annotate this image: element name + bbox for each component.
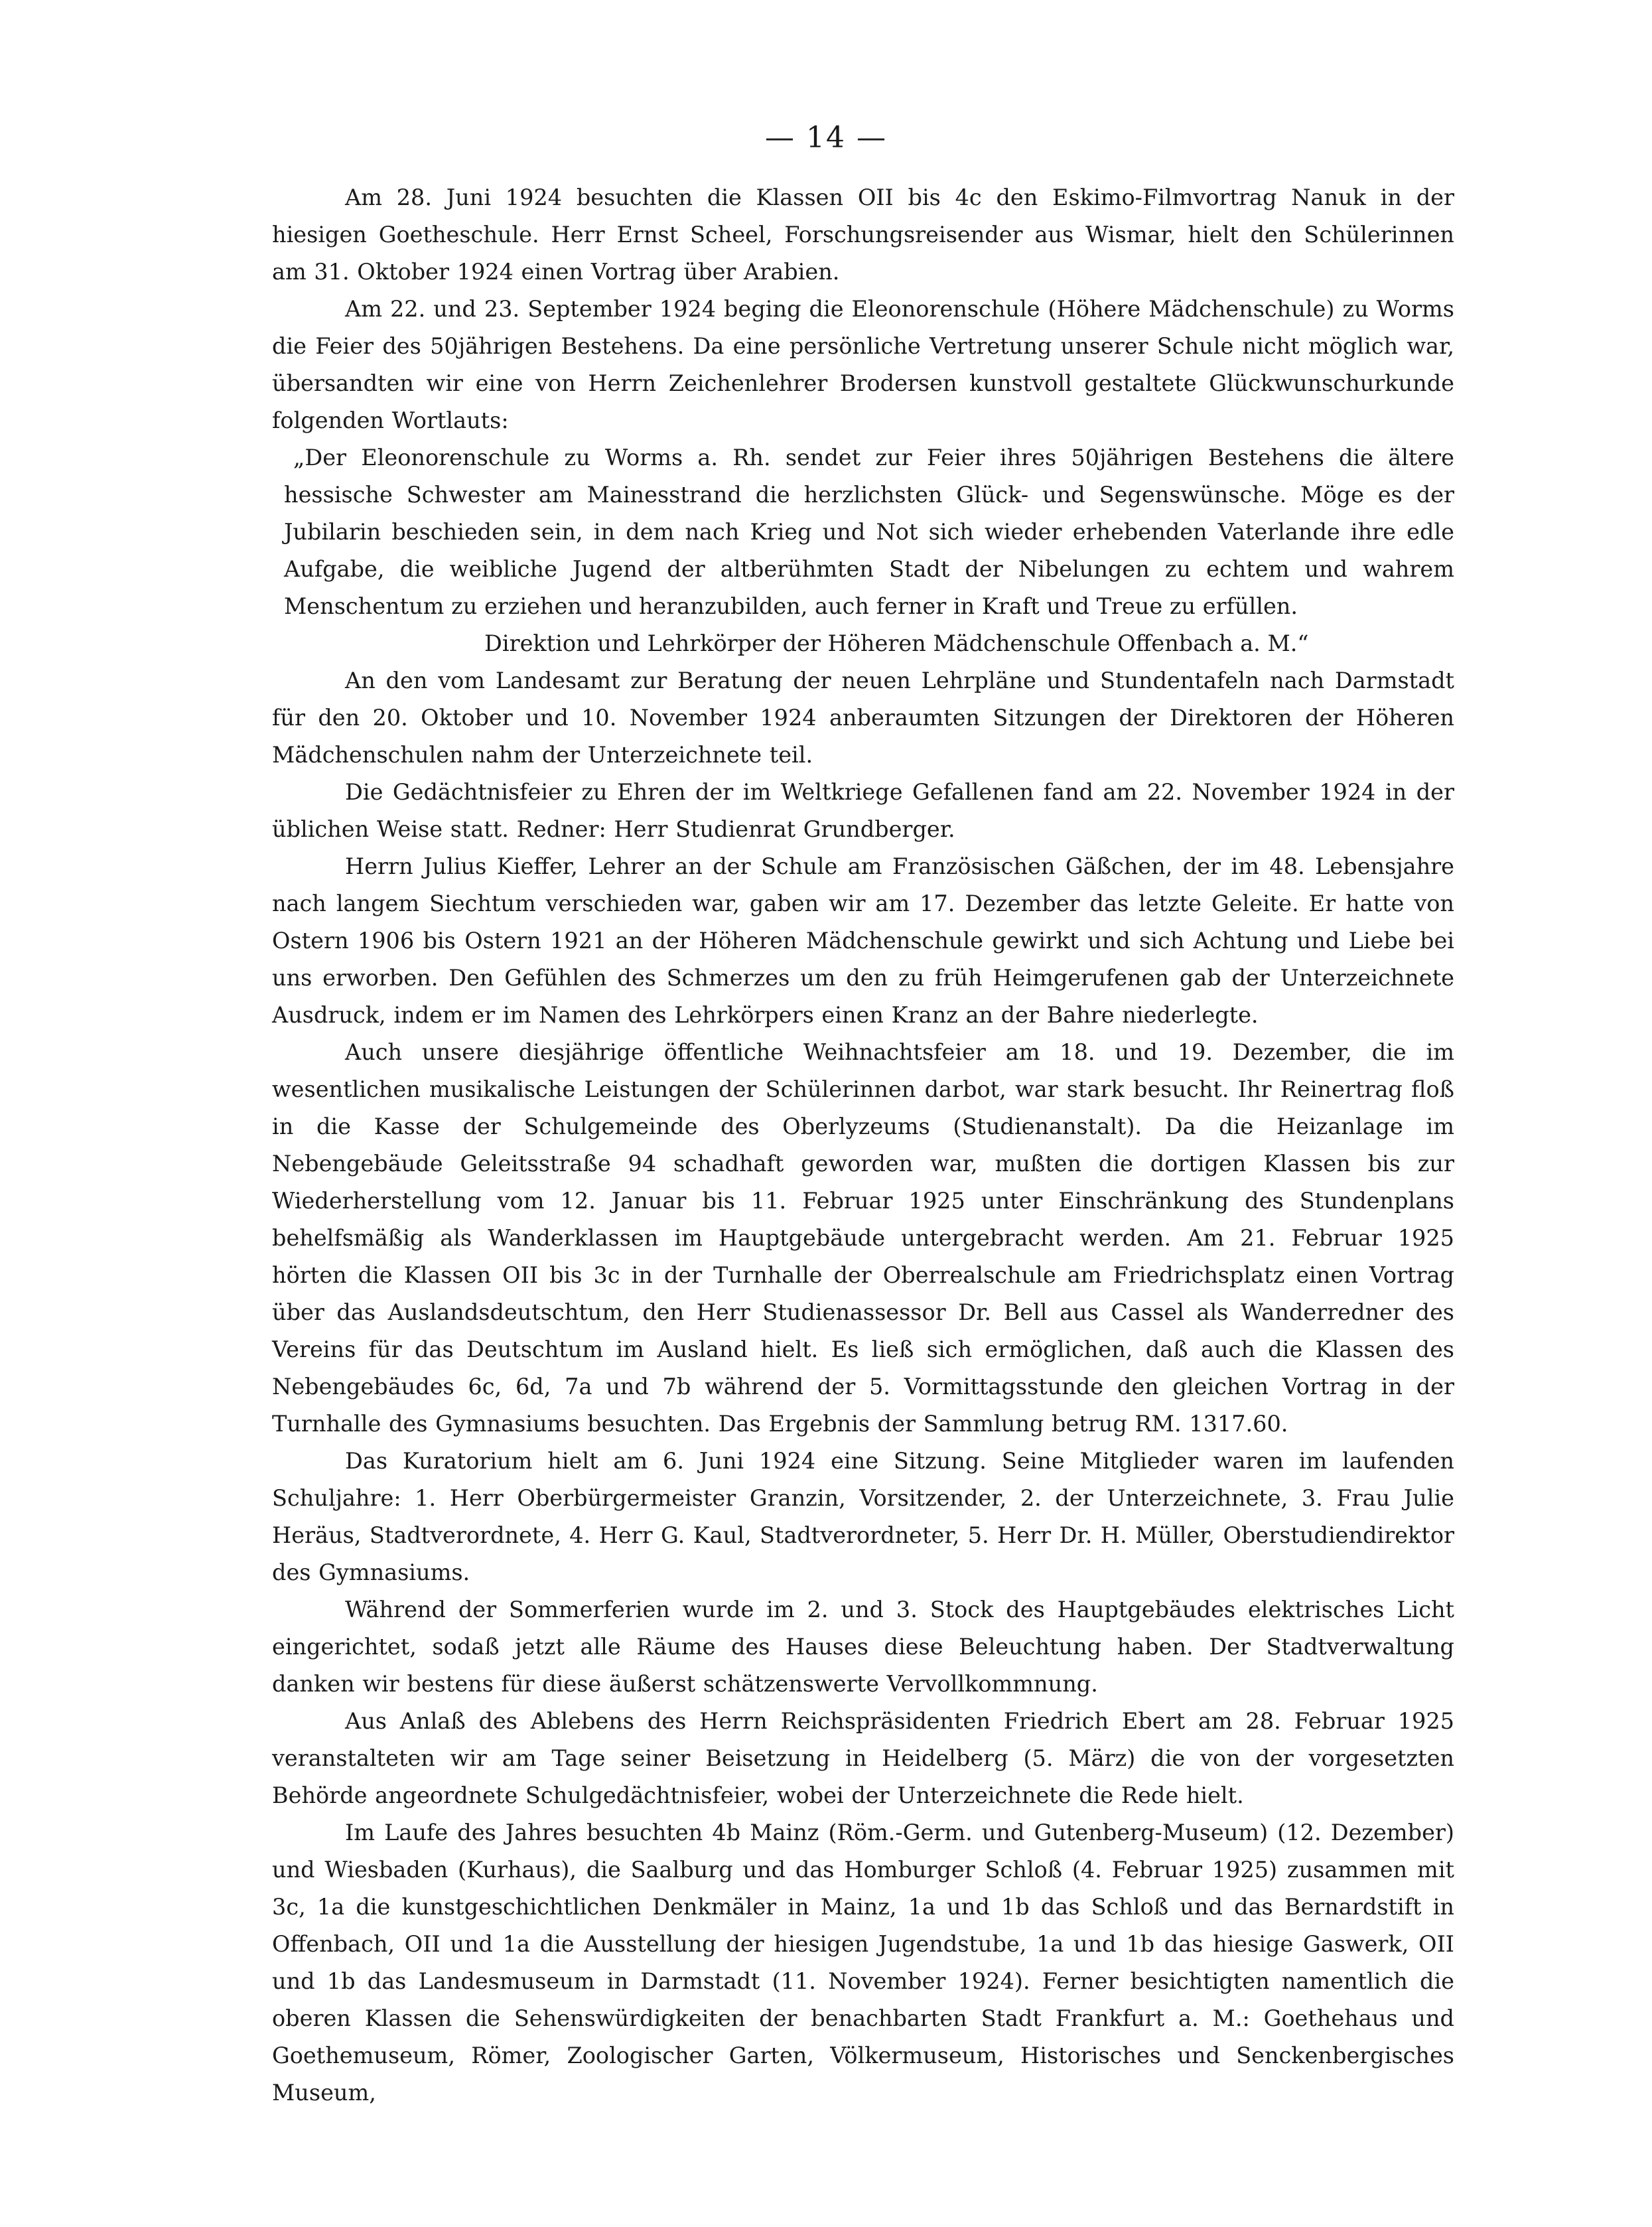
paragraph-gedaechtnisfeier: Die Gedächtnisfeier zu Ehren der im Weltkriege Gefallenen fand am 22. November 1924 in der üblichen Weise statt. Redner: Herr Studienrat Grundberger. <box>272 779 1454 842</box>
paragraph-kuratorium: Das Kuratorium hielt am 6. Juni 1924 eine Sitzung. Seine Mitglieder waren im laufenden Schuljahre: 1. Herr Oberbürgermeister Granzin, Vorsitzender, 2. der Unterzeichnete, 3. Frau Julie Heräus, Stadtverordnete, 4. Herr G. Kaul, Stadtverordneter, 5. Herr Dr. H. Müller, Oberstudiendirektor des Gymnasiums. <box>272 1448 1454 1585</box>
paragraph-elektrisches-licht: Während der Sommerferien wurde im 2. und 3. Stock des Hauptgebäudes elektrisches Licht eingerichtet, sodaß jetzt alle Räume des Hauses diese Beleuchtung haben. Der Stadtverwaltung danken wir bestens für diese äußerst schätzenswerte Vervollkommnung. <box>272 1597 1454 1697</box>
paragraph-kieffer: Herrn Julius Kieffer, Lehrer an der Schule am Französischen Gäßchen, der im 48. Lebensjahre nach langem Siechtum verschieden war, gaben wir am 17. Dezember das letzte Geleite. Er hatte von Ostern 1906 bis Ostern 1921 an der Höheren Mädchenschule gewirkt und sich Achtung und Liebe bei uns erworben. Den Gefühlen des Schmerzes um den zu früh Heimgerufenen gab der Unterzeichnete Ausdruck, indem er im Namen des Lehrkörpers einen Kranz an der Bahre niederlegte. <box>272 853 1454 1028</box>
text-body <box>272 179 1454 2112</box>
page-number: — 14 — <box>765 121 887 155</box>
paragraph-eleonorenschule: Am 22. und 23. September 1924 beging die Eleonorenschule (Höhere Mädchenschule) zu Worms die Feier des 50jährigen Bestehens. Da eine persönliche Vertretung unserer Schule nicht möglich war, übersandten wir eine von Herrn Zeichenlehrer Brodersen kunstvoll gestaltete Glückwunschurkunde folgenden Wortlauts: <box>272 296 1454 433</box>
paragraph-landesamt: An den vom Landesamt zur Beratung der neuen Lehrpläne und Stundentafeln nach Darmstadt für den 20. Oktober und 10. November 1924 anberaumten Sitzungen der Direktoren der Höheren Mädchenschulen nahm der Unterzeichnete teil. <box>272 668 1454 768</box>
paragraph-ebert: Aus Anlaß des Ablebens des Herrn Reichspräsidenten Friedrich Ebert am 28. Februar 1925 veranstalteten wir am Tage seiner Beisetzung in Heidelberg (5. März) die von der vorgesetzten Behörde angeordnete Schulgedächtnisfeier, wobei der Unterzeichnete die Rede hielt. <box>272 1708 1454 1808</box>
block-quote-urkunde: „Der Eleonorenschule zu Worms a. Rh. sendet zur Feier ihres 50jährigen Bestehens die ältere hessische Schwester am Mainesstrand die herzlichsten Glück- und Segenswünsche. Möge es der Jubilarin beschieden sein, in dem nach Krieg und Not sich wieder erhebenden Vaterlande ihre edle Aufgabe, die weibliche Jugend der altberühmten Stadt der Nibelungen zu echtem und wahrem Menschentum zu erziehen und heranzubilden, auch ferner in Kraft und Treue zu erfüllen. <box>284 445 1454 619</box>
paragraph-ausfluege: Im Laufe des Jahres besuchten 4b Mainz (Röm.-Germ. und Gutenberg-Museum) (12. Dezember) und Wiesbaden (Kurhaus), die Saalburg und das Homburger Schloß (4. Februar 1925) zusammen mit 3c, 1a die kunstgeschichtlichen Denkmäler in Mainz, 1a und 1b das Schloß und das Bernardstift in Offenbach, OII und 1a die Ausstellung der hiesigen Jugendstube, 1a und 1b das hiesige Gaswerk, OII und 1b das Landesmuseum in Darmstadt (11. November 1924). Ferner besichtigten namentlich die oberen Klassen die Sehenswürdigkeiten der benachbarten Stadt Frankfurt a. M.: Goethehaus und Goethemuseum, Römer, Zoologischer Garten, Völkermuseum, Historisches und Senckenbergisches Museum, <box>272 1820 1454 2106</box>
paragraph-filmvortrag: Am 28. Juni 1924 besuchten die Klassen OII bis 4c den Eskimo-Filmvortrag Nanuk in der hiesigen Goetheschule. Herr Ernst Scheel, Forschungsreisender aus Wismar, hielt den Schülerinnen am 31. Oktober 1924 einen Vortrag über Arabien. <box>272 184 1454 285</box>
quote-signature: Direktion und Lehrkörper der Höheren Mädchenschule Offenbach a. M.“ <box>484 630 1309 656</box>
paragraph-weihnachtsfeier: Auch unsere diesjährige öffentliche Weihnachtsfeier am 18. und 19. Dezember, die im wesentlichen musikalische Leistungen der Schülerinnen darbot, war stark besucht. Ihr Reinertrag floß in die Kasse der Schulgemeinde des Oberlyzeums (Studienanstalt). Da die Heizanlage im Nebengebäude Geleitsstraße 94 schadhaft geworden war, mußten die dortigen Klassen bis zur Wiederherstellung vom 12. Januar bis 11. Februar 1925 unter Einschränkung des Stundenplans behelfsmäßig als Wanderklassen im Hauptgebäude untergebracht werden. Am 21. Februar 1925 hörten die Klassen OII bis 3c in der Turnhalle der Oberrealschule am Friedrichsplatz einen Vortrag über das Auslandsdeutschtum, den Herr Studienassessor Dr. Bell aus Cassel als Wanderredner des Vereins für das Deutschtum im Ausland hielt. Es ließ sich ermöglichen, daß auch die Klassen des Nebengebäudes 6c, 6d, 7a und 7b während der 5. Vormittagsstunde den gleichen Vortrag in der Turnhalle des Gymnasiums besuchten. Das Ergebnis der Sammlung betrug RM. 1317.60. <box>272 1039 1454 1437</box>
